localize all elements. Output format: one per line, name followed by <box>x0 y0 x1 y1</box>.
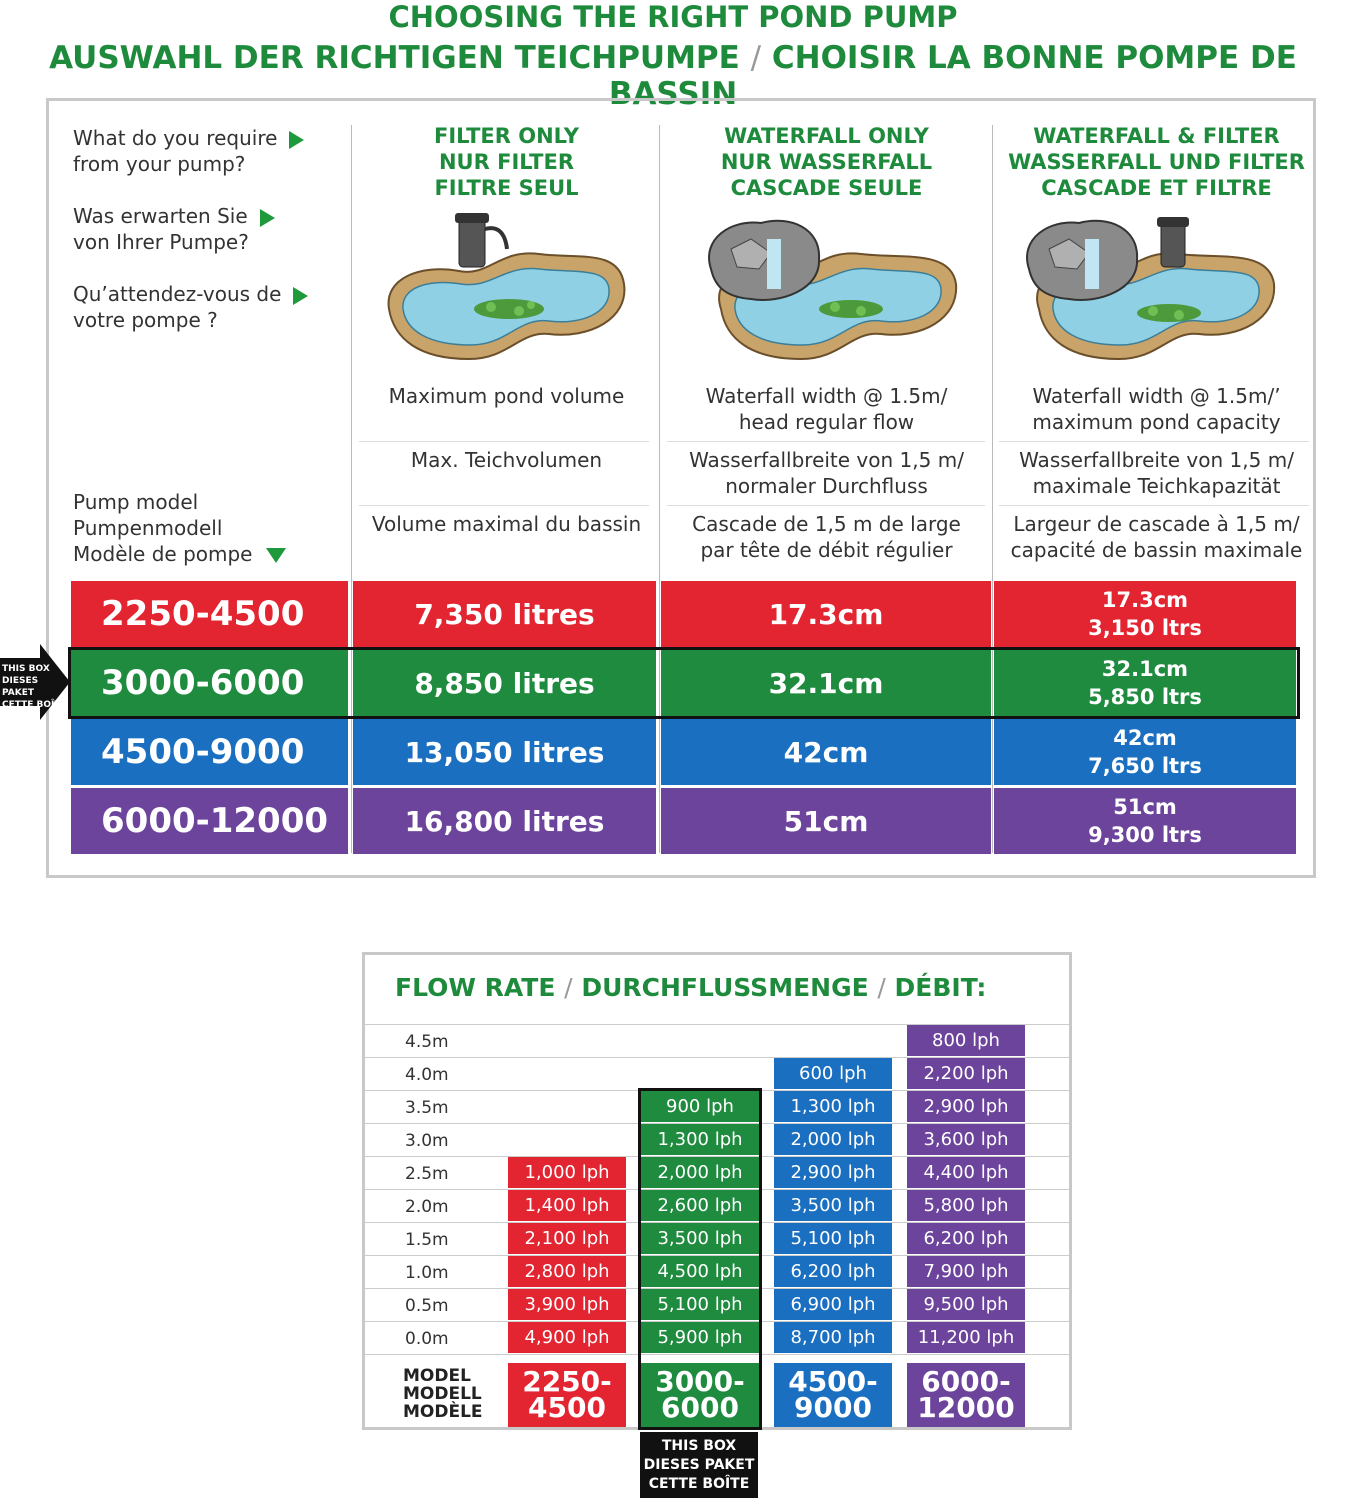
desc-line: Waterfall width @ 1.5m/’ <box>1032 384 1281 408</box>
desc-line: normaler Durchfluss <box>725 474 928 498</box>
head-line: WASSERFALL UND FILTER <box>1008 150 1305 174</box>
model-line: 6000- <box>921 1365 1011 1398</box>
desc-line: Maximum pond volume <box>388 384 625 408</box>
head-line: FILTER ONLY <box>434 124 579 148</box>
divider <box>359 505 649 506</box>
question-fr-line2: votre pompe ? <box>73 308 218 332</box>
cell-line: 3,150 ltrs <box>1088 616 1202 640</box>
desc-waterfall-en <box>661 383 992 435</box>
flow-cell: 9,500 lph <box>907 1289 1025 1320</box>
question-fr <box>73 281 308 333</box>
cell-model: 4500-9000 <box>71 719 348 785</box>
desc-line: Cascade de 1,5 m de large <box>692 512 961 536</box>
desc-waterfall-de <box>661 447 992 499</box>
flow-title-de: DURCHFLUSSMENGE <box>581 973 869 1002</box>
flow-cell: 6,200 lph <box>907 1223 1025 1254</box>
flow-rate-title <box>395 973 986 1002</box>
column-head-waterfall-filter <box>994 123 1319 201</box>
cell-line: 42cm <box>1113 726 1177 750</box>
head-label: 4.0m <box>405 1065 449 1085</box>
cell-filter: 7,350 litres <box>353 581 656 647</box>
cell-waterfall: 42cm <box>661 719 991 785</box>
cell-waterfall-filter <box>994 788 1296 854</box>
flow-cell: 2,000 lph <box>774 1124 892 1155</box>
flow-cell: 4,400 lph <box>907 1157 1025 1188</box>
pump-model-fr: Modèle de pompe <box>73 542 253 566</box>
head-label: 0.0m <box>405 1329 449 1349</box>
flow-cell: 1,300 lph <box>774 1091 892 1122</box>
model-line: 9000 <box>794 1391 872 1424</box>
head-line: NUR WASSERFALL <box>720 150 933 174</box>
pump-model-label <box>73 489 286 567</box>
this-box-line: CETTE BOÎTE <box>2 700 67 710</box>
flow-cell: 2,800 lph <box>508 1256 626 1287</box>
waterfall-filter-pond-illustration <box>1019 209 1279 369</box>
flow-title-fr: DÉBIT: <box>894 973 987 1002</box>
flow-cell: 2,900 lph <box>774 1157 892 1188</box>
model-line: 12000 <box>917 1391 1015 1424</box>
divider <box>999 505 1309 506</box>
flow-cell: 1,000 lph <box>508 1157 626 1188</box>
flow-cell: 2,600 lph <box>641 1190 759 1221</box>
flow-model-badge <box>641 1363 759 1427</box>
subtitle-fr: CHOISIR LA BONNE POMPE DE BASSIN <box>608 40 1297 112</box>
question-en <box>73 125 304 177</box>
cell-line: 32.1cm <box>1101 657 1189 681</box>
triangle-right-icon <box>293 287 308 305</box>
desc-line: par tête de débit régulier <box>700 538 953 562</box>
cell-line: 5,850 ltrs <box>1088 685 1202 709</box>
pump-selection-table <box>46 98 1316 878</box>
gridline <box>365 1354 1069 1355</box>
triangle-right-icon <box>260 209 275 227</box>
head-line: FILTRE SEUL <box>434 176 579 200</box>
flow-cell: 8,700 lph <box>774 1322 892 1353</box>
head-line: CASCADE SEULE <box>730 176 923 200</box>
desc-filter-fr <box>354 511 659 537</box>
cell-model: 3000-6000 <box>71 650 348 716</box>
model-label-line: MODELL <box>403 1384 482 1404</box>
flow-title-en: FLOW RATE <box>395 973 556 1002</box>
flow-cell: 1,400 lph <box>508 1190 626 1221</box>
model-line: 4500 <box>528 1391 606 1424</box>
question-en-line2: from your pump? <box>73 152 246 176</box>
flow-cell: 2,200 lph <box>907 1058 1025 1089</box>
head-label: 0.5m <box>405 1296 449 1316</box>
desc-line: capacité de bassin maximale <box>1010 538 1303 562</box>
filter-pond-illustration <box>379 209 629 369</box>
triangle-down-icon <box>266 548 286 563</box>
subtitle-de: AUSWAHL DER RICHTIGEN TEICHPUMPE <box>49 40 740 76</box>
head-label: 1.0m <box>405 1263 449 1283</box>
desc-line: Waterfall width @ 1.5m/ <box>705 384 948 408</box>
this-box-arrow-label <box>2 663 72 711</box>
flow-rate-chart <box>362 952 1072 1430</box>
desc-filter-de <box>354 447 659 473</box>
flow-cell: 5,100 lph <box>774 1223 892 1254</box>
cell-model: 6000-12000 <box>71 788 348 854</box>
model-label-line: MODÈLE <box>403 1402 483 1422</box>
flow-cell: 900 lph <box>641 1091 759 1122</box>
column-head-filter <box>354 123 659 201</box>
flow-cell: 1,300 lph <box>641 1124 759 1155</box>
cell-filter: 16,800 litres <box>353 788 656 854</box>
flow-cell: 2,000 lph <box>641 1157 759 1188</box>
flow-model-badge <box>508 1363 626 1427</box>
column-head-waterfall <box>661 123 992 201</box>
cell-line: 7,650 ltrs <box>1088 754 1202 778</box>
divider <box>667 441 985 442</box>
head-label: 3.5m <box>405 1098 449 1118</box>
cell-waterfall: 32.1cm <box>661 650 991 716</box>
flow-cell: 6,900 lph <box>774 1289 892 1320</box>
question-de-line2: von Ihrer Pumpe? <box>73 230 249 254</box>
flow-cell: 5,100 lph <box>641 1289 759 1320</box>
flow-cell: 6,200 lph <box>774 1256 892 1287</box>
flow-cell: 600 lph <box>774 1058 892 1089</box>
flow-model-label <box>403 1367 483 1421</box>
page-title: CHOOSING THE RIGHT POND PUMP <box>388 0 958 34</box>
model-line: 6000 <box>661 1391 739 1424</box>
head-label: 4.5m <box>405 1032 449 1052</box>
triangle-right-icon <box>289 131 304 149</box>
this-box-line: THIS BOX <box>661 1437 737 1454</box>
desc-line: Volume maximal du bassin <box>371 512 642 536</box>
table-row <box>71 788 1297 854</box>
cell-waterfall-filter <box>994 650 1296 716</box>
table-row <box>71 719 1297 785</box>
model-label-line: MODEL <box>403 1366 471 1386</box>
flow-cell: 3,900 lph <box>508 1289 626 1320</box>
flow-cell: 4,500 lph <box>641 1256 759 1287</box>
flow-cell: 4,900 lph <box>508 1322 626 1353</box>
head-line: CASCADE ET FILTRE <box>1041 176 1272 200</box>
this-box-line: THIS BOX <box>2 664 50 674</box>
head-line: NUR FILTER <box>438 150 574 174</box>
flow-cell: 2,100 lph <box>508 1223 626 1254</box>
model-line: 4500- <box>788 1365 878 1398</box>
desc-waterfall-fr <box>661 511 992 563</box>
desc-line: maximum pond capacity <box>1032 410 1281 434</box>
cell-filter: 8,850 litres <box>353 650 656 716</box>
head-label: 2.5m <box>405 1164 449 1184</box>
flow-cell: 5,800 lph <box>907 1190 1025 1221</box>
cell-line: 9,300 ltrs <box>1088 823 1202 847</box>
cell-filter: 13,050 litres <box>353 719 656 785</box>
subtitle-separator: / <box>750 40 762 76</box>
table-row <box>71 650 1297 716</box>
this-box-line: DIESES PAKET <box>2 676 39 698</box>
flow-cell: 5,900 lph <box>641 1322 759 1353</box>
table-row <box>71 581 1297 647</box>
cell-waterfall: 51cm <box>661 788 991 854</box>
head-label: 2.0m <box>405 1197 449 1217</box>
flow-title-sep: / <box>877 973 886 1002</box>
pump-model-de: Pumpenmodell <box>73 516 223 540</box>
desc-line: maximale Teichkapazität <box>1032 474 1281 498</box>
question-de <box>73 203 275 255</box>
flow-model-badge <box>907 1363 1025 1427</box>
desc-waterfall-filter-en <box>994 383 1319 435</box>
cell-model: 2250-4500 <box>71 581 348 647</box>
cell-waterfall: 17.3cm <box>661 581 991 647</box>
this-box-label <box>640 1432 758 1498</box>
flow-cell: 800 lph <box>907 1025 1025 1056</box>
flow-cell: 3,600 lph <box>907 1124 1025 1155</box>
cell-line: 17.3cm <box>1101 588 1189 612</box>
flow-model-badge <box>774 1363 892 1427</box>
head-line: WATERFALL & FILTER <box>1033 124 1280 148</box>
head-label: 1.5m <box>405 1230 449 1250</box>
question-de-line1: Was erwarten Sie <box>73 204 248 228</box>
flow-cell: 2,900 lph <box>907 1091 1025 1122</box>
question-fr-line1: Qu’attendez-vous de <box>73 282 282 306</box>
cell-waterfall-filter <box>994 719 1296 785</box>
flow-cell: 11,200 lph <box>907 1322 1025 1353</box>
desc-line: Largeur de cascade à 1,5 m/ <box>1013 512 1300 536</box>
this-box-line: DIESES PAKET <box>643 1456 755 1473</box>
desc-waterfall-filter-de <box>994 447 1319 499</box>
desc-line: Wasserfallbreite von 1,5 m/ <box>689 448 964 472</box>
flow-cell: 3,500 lph <box>774 1190 892 1221</box>
desc-line: Max. Teichvolumen <box>410 448 603 472</box>
flow-title-sep: / <box>564 973 573 1002</box>
flow-cell: 3,500 lph <box>641 1223 759 1254</box>
divider <box>999 441 1309 442</box>
model-line: 2250- <box>522 1365 612 1398</box>
cell-waterfall-filter <box>994 581 1296 647</box>
desc-line: Wasserfallbreite von 1,5 m/ <box>1019 448 1294 472</box>
flow-cell: 7,900 lph <box>907 1256 1025 1287</box>
model-line: 3000- <box>655 1365 745 1398</box>
divider <box>667 505 985 506</box>
head-label: 3.0m <box>405 1131 449 1151</box>
waterfall-pond-illustration <box>701 209 961 369</box>
pump-model-en: Pump model <box>73 490 199 514</box>
desc-waterfall-filter-fr <box>994 511 1319 563</box>
desc-filter-en <box>354 383 659 409</box>
desc-line: head regular flow <box>738 410 915 434</box>
this-box-line: CETTE BOÎTE <box>648 1475 750 1492</box>
question-en-line1: What do you require <box>73 126 278 150</box>
cell-line: 51cm <box>1113 795 1177 819</box>
head-line: WATERFALL ONLY <box>724 124 929 148</box>
divider <box>359 441 649 442</box>
